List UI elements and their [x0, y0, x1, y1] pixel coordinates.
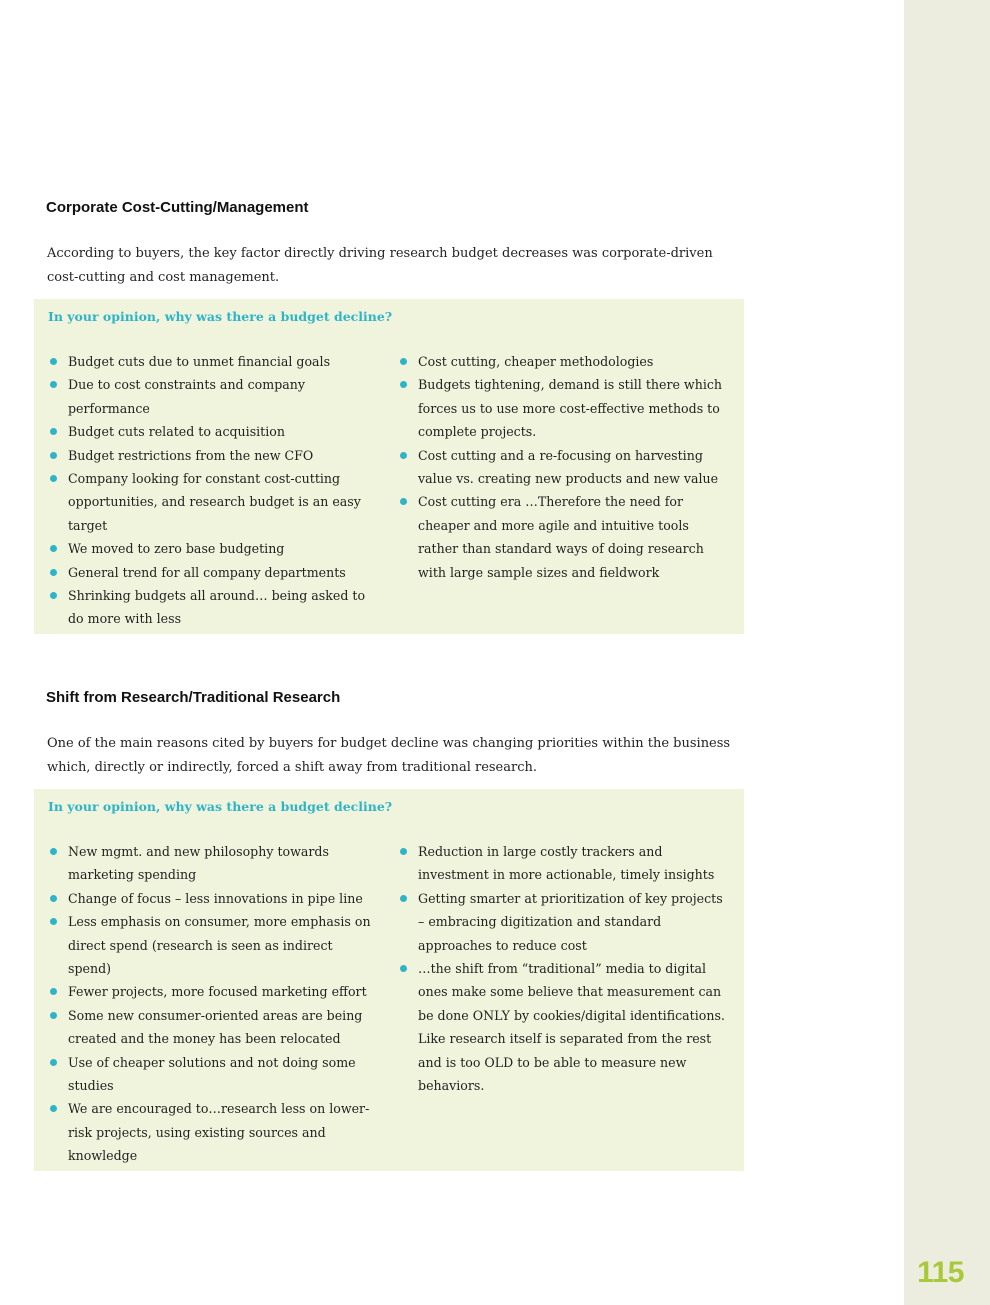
list-item: We moved to zero base budgeting	[48, 537, 378, 560]
list-item: Fewer projects, more focused marketing effort	[48, 980, 378, 1003]
list-item: Due to cost constraints and company performance	[48, 373, 378, 420]
list-item: We are encouraged to…research less on lower-risk projects, using existing sources and knowledge	[48, 1097, 378, 1167]
list-item: Cost cutting and a re-focusing on harvesting value vs. creating new products and new value	[398, 444, 730, 491]
list-item: Less emphasis on consumer, more emphasis on direct spend (research is seen as indirect spend)	[48, 910, 378, 980]
response-list-left	[48, 350, 378, 631]
list-item: General trend for all company departments	[48, 561, 378, 584]
list-item: Use of cheaper solutions and not doing some studies	[48, 1051, 378, 1098]
response-list-right	[398, 840, 730, 1097]
section-shift-from-research	[34, 688, 744, 1171]
section-intro: One of the main reasons cited by buyers for budget decline was changing priorities within the business which, directly or indirectly, forced a shift away from traditional research.	[47, 736, 731, 775]
section-heading: Corporate Cost-Cutting/Management	[46, 199, 309, 216]
list-item: Budget cuts related to acquisition	[48, 420, 378, 443]
page-number: 115	[917, 1256, 964, 1289]
response-list-left	[48, 840, 378, 1168]
section-heading: Shift from Research/Traditional Research	[46, 689, 341, 706]
list-item: …the shift from “traditional” media to digital ones make some believe that measurement can be done ONLY by cookies/digital identifications. Like research itself is separated from the rest and is too OLD to be able to measure new behaviors.	[398, 957, 730, 1097]
list-item: Budget cuts due to unmet financial goals	[48, 350, 378, 373]
list-item: Change of focus – less innovations in pipe line	[48, 887, 378, 910]
list-item: Budget restrictions from the new CFO	[48, 444, 378, 467]
list-item: Budgets tightening, demand is still there which forces us to use more cost-effective methods to complete projects.	[398, 373, 730, 443]
list-item: Getting smarter at prioritization of key projects – embracing digitization and standard approaches to reduce cost	[398, 887, 730, 957]
survey-question: In your opinion, why was there a budget decline?	[48, 799, 393, 814]
page-sidebar	[904, 0, 990, 1305]
list-item: Company looking for constant cost-cutting opportunities, and research budget is an easy target	[48, 467, 378, 537]
response-list-right	[398, 350, 730, 584]
survey-question: In your opinion, why was there a budget decline?	[48, 309, 393, 324]
list-item: Shrinking budgets all around… being asked to do more with less	[48, 584, 378, 631]
section-cost-cutting	[34, 198, 744, 634]
quote-box	[34, 299, 744, 634]
list-item: Reduction in large costly trackers and investment in more actionable, timely insights	[398, 840, 730, 887]
list-item: Cost cutting era …Therefore the need for cheaper and more agile and intuitive tools rather than standard ways of doing research with large sample sizes and fieldwork	[398, 490, 730, 584]
quote-box	[34, 789, 744, 1171]
list-item: Cost cutting, cheaper methodologies	[398, 350, 730, 373]
list-item: New mgmt. and new philosophy towards marketing spending	[48, 840, 378, 887]
list-item: Some new consumer-oriented areas are being created and the money has been relocated	[48, 1004, 378, 1051]
section-intro: According to buyers, the key factor directly driving research budget decreases was corporate-driven cost-cutting and cost management.	[47, 246, 713, 285]
